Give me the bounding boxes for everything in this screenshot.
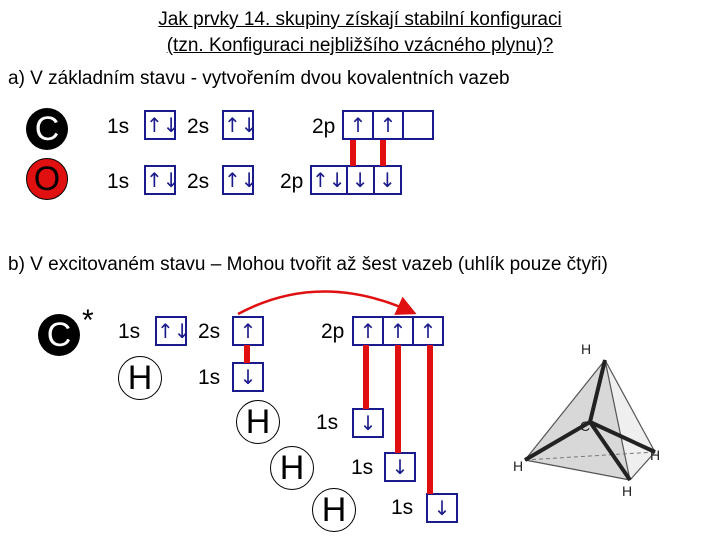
- carbon-1s-label: 1s: [107, 115, 130, 138]
- orbital-cell: ↑↓: [146, 113, 180, 137]
- h1-1s-label: 1s: [198, 366, 221, 389]
- orbital-cell: ↑↓: [224, 168, 258, 192]
- electron-promotion-arrow: [238, 291, 412, 314]
- excited-2s-label: 2s: [198, 320, 221, 343]
- bond-line-2p-h2: [363, 345, 369, 409]
- oxygen-atom: O: [26, 158, 68, 200]
- h3-1s-label: 1s: [351, 456, 374, 479]
- bond-line-2p-h4: [427, 345, 433, 494]
- carbon-2s-label: 2s: [187, 115, 210, 138]
- excited-1s-label: 1s: [118, 320, 141, 343]
- orbital-cell: ↑: [359, 319, 377, 343]
- carbon-atom: C: [26, 108, 68, 150]
- h2-1s-label: 1s: [316, 411, 339, 434]
- bond-line-c-o-1: [350, 140, 356, 166]
- hydrogen-atom-1: H: [118, 356, 162, 400]
- excited-2p-label: 2p: [321, 320, 345, 343]
- orbital-cell: ↑↓: [224, 113, 258, 137]
- oxygen-2s-label: 2s: [187, 170, 210, 193]
- oxygen-1s-label: 1s: [107, 170, 130, 193]
- orbital-cell: ↑: [349, 113, 367, 137]
- h4-1s-label: 1s: [391, 496, 414, 519]
- orbital-cell: ↓: [373, 167, 400, 193]
- molecule-c-center: C: [580, 418, 591, 434]
- orbital-cell: ↑: [412, 318, 442, 344]
- carbon-2p-label: 2p: [312, 115, 336, 138]
- section-b-heading: b) V excitovaném stavu – Mohou tvořit až šest vazeb (uhlík pouze čtyři): [8, 254, 608, 275]
- molecule-h-right: H: [650, 447, 661, 463]
- bond-line-c-o-2: [380, 140, 386, 166]
- orbital-cell: ↑↓: [157, 319, 191, 343]
- molecule-h-top: H: [581, 341, 592, 357]
- oxygen-2p-label: 2p: [280, 170, 304, 193]
- hydrogen-atom-3: H: [270, 446, 314, 490]
- tetrahedral-molecule: [505, 330, 715, 510]
- title-line-1: Jak prvky 14. skupiny získají stabilní konfiguraci: [158, 9, 562, 30]
- orbital-cell: ↓: [346, 167, 373, 193]
- orbital-cell: ↓: [239, 365, 257, 389]
- orbital-cell: ↑: [239, 319, 257, 343]
- excited-asterisk: *: [82, 304, 94, 337]
- carbon-excited-atom: C: [38, 314, 80, 356]
- bond-line-2p-h3: [395, 345, 401, 453]
- section-a-heading: a) V základním stavu - vytvořením dvou kovalentních vazeb: [8, 68, 510, 89]
- hydrogen-atom-2: H: [236, 400, 280, 444]
- orbital-cell: ↑: [372, 112, 402, 138]
- orbital-cell: ↓: [391, 455, 409, 479]
- orbital-cell: ↑: [382, 318, 412, 344]
- molecule-h-front: H: [622, 483, 633, 499]
- title-line-2: (tzn. Konfiguraci nejbližšího vzácného plynu)?: [166, 35, 554, 56]
- hydrogen-atom-4: H: [312, 488, 356, 532]
- bond-line-2s-h1: [244, 345, 250, 363]
- orbital-cell: ↑↓: [146, 168, 180, 192]
- orbital-cell: ↓: [359, 411, 377, 435]
- orbital-cell: ↑↓: [312, 168, 346, 192]
- molecule-h-left: H: [513, 458, 524, 474]
- orbital-cell: ↓: [433, 496, 451, 520]
